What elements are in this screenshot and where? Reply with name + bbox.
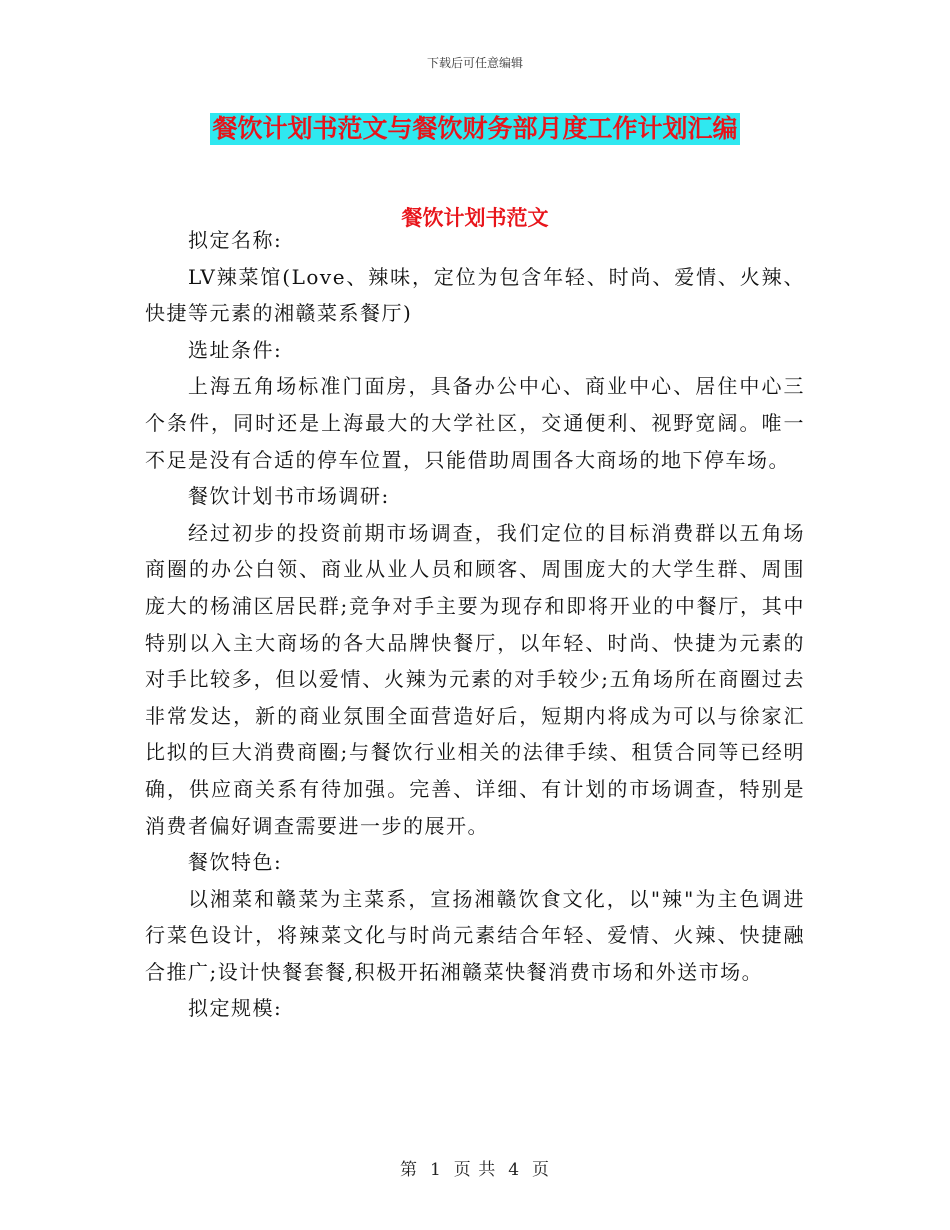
footer-total-pages: 4 — [508, 1160, 521, 1180]
paragraph-scale-heading: 拟定规模: — [188, 996, 283, 1021]
footer-prefix: 第 — [399, 1160, 418, 1180]
paragraph-name-content: LV辣菜馆(Love、辣味，定位为包含年轻、时尚、爱情、火辣、快捷等元素的湘赣菜系餐厅) — [145, 264, 805, 326]
footer-mid: 页 共 — [453, 1160, 497, 1180]
document-title-container — [0, 113, 950, 145]
paragraph-location-content: 上海五角场标准门面房，具备办公中心、商业中心、居住中心三个条件，同时还是上海最大的大学社区，交通便利、视野宽阔。唯一不足是没有合适的停车位置，只能借助周围各大商场的地下停车场。 — [145, 374, 805, 472]
document-title: 餐饮计划书范文与餐饮财务部月度工作计划汇编 — [212, 114, 738, 143]
footer-suffix: 页 — [532, 1160, 551, 1180]
paragraph-market-research-content: 经过初步的投资前期市场调查，我们定位的目标消费群以五角场商圈的办公白领、商业从业人员和顾客、周围庞大的大学生群、周围庞大的杨浦区居民群;竞争对手主要为现存和即将开业的中餐厅，其中特别以入主大商场的各大品牌快餐厅，以年轻、时尚、快捷为元素的对手比较多，但以爱情、火辣为元素的对手较少;五角场所在商圈过去非常发达，新的商业氛围全面营造好后，短期内将成为可以与徐家汇比拟的巨大消费商圈;与餐饮行业相关的法律手续、租赁合同等已经明确，供应商关系有待加强。完善、详细、有计划的市场调查，特别是消费者偏好调查需要进一步的展开。 — [145, 520, 805, 838]
paragraph-market-research-heading: 餐饮计划书市场调研: — [188, 484, 390, 509]
section-title: 餐饮计划书范文 — [401, 205, 549, 230]
paragraph-features-content: 以湘菜和赣菜为主菜系，宣扬湘赣饮食文化，以"辣"为主色调进行菜色设计，将辣菜文化与时尚元素结合年轻、爱情、火辣、快捷融合推广;设计快餐套餐,积极开拓湘赣菜快餐消费市场和外送市场。 — [145, 886, 805, 984]
paragraph-name-heading: 拟定名称: — [188, 228, 283, 252]
paragraph-location-heading: 选址条件: — [188, 337, 283, 362]
page-footer — [0, 1155, 950, 1180]
footer-page-number: 1 — [429, 1160, 442, 1180]
document-body — [145, 222, 805, 1027]
header-note: 下载后可任意编辑 — [426, 56, 523, 70]
paragraph-features-heading: 餐饮特色: — [188, 850, 283, 875]
